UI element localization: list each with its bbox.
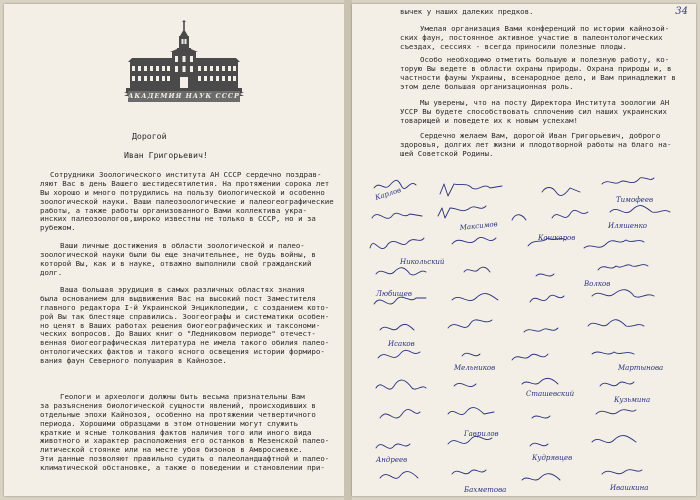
signature: [592, 436, 636, 443]
signatures-block: [352, 4, 696, 496]
svg-text:Кашкаров: Кашкаров: [538, 234, 576, 242]
signature: [512, 354, 548, 360]
signature: [452, 470, 486, 474]
book-gutter: [344, 0, 352, 500]
text-line: Геологи и археологи должны быть весьма признательны Вам: [60, 392, 305, 401]
signature: [380, 472, 418, 479]
page-number: 34: [675, 6, 688, 17]
svg-text:Андреев: Андреев: [376, 456, 408, 464]
signature: [530, 443, 548, 446]
signature: [596, 410, 636, 414]
signature: [464, 267, 490, 272]
signature: [380, 409, 420, 418]
signature: [610, 206, 670, 213]
signature: [522, 474, 560, 480]
text-line: вычек у наших далеких предков.: [400, 7, 534, 16]
salutation-greeting: Дорогой: [132, 131, 167, 141]
svg-text:Любищев: Любищев: [376, 290, 413, 298]
signature: [438, 206, 486, 218]
left-paragraph-4: [40, 393, 329, 473]
text-line: зоологической науки были бы еще значительнее, не будь войны, в: [40, 249, 316, 259]
signature: [592, 290, 654, 297]
text-line: УССР Вы будете способствовать сплочению сил наших украинских: [400, 106, 667, 116]
text-line: долг.: [40, 267, 63, 277]
text-line: Эти данные позволяют правильно судить о палеоландшафтной и палео-: [40, 454, 330, 464]
text-line: рой Вы так блестяще справились. Зоогеографы и систематики особен-: [40, 311, 330, 321]
text-line: торую Вы ведете в области охраны природы. Охрана природы и, в: [400, 63, 672, 73]
signature: [524, 328, 558, 332]
signature: [376, 444, 410, 448]
text-line: инских палеозоологов,широко известны не только в СССР, но и за: [40, 214, 316, 224]
svg-text:Волков: Волков: [584, 280, 611, 288]
text-line: работы, а также работы организованного Вами коллектива укра-: [40, 205, 307, 215]
signature: [452, 237, 496, 244]
svg-text:Тимофеев: Тимофеев: [616, 196, 654, 204]
svg-text:Исаков: Исаков: [388, 340, 415, 348]
text-line: здоровья, долгих лет жизни и плодотворной работы на благо на-: [400, 139, 672, 149]
signature: [602, 178, 654, 184]
signature: [600, 382, 634, 386]
svg-text:Мельников: Мельников: [454, 364, 496, 372]
signature: [378, 350, 420, 358]
svg-text:Карлов: Карлов: [374, 186, 403, 202]
right-page: [352, 4, 696, 496]
text-line: Ваши личные достижения в области зоологической и палео-: [60, 241, 305, 250]
svg-text:Максимов: Максимов: [459, 220, 499, 232]
svg-text:Ивашкина: Ивашкина: [610, 484, 649, 492]
signature: [376, 268, 426, 275]
text-line: венная биогеографическая литература не имела такого обилия палео-: [40, 338, 330, 348]
text-line: животного и характер расположения его останков в Мезенской палео-: [40, 436, 330, 446]
text-line: Умелая организация Вами конференций по истории кайнозой-: [420, 24, 670, 33]
signature: [588, 320, 644, 327]
text-line: Сердечно желаем Вам, дорогой Иван Григорьевич, доброго: [420, 131, 661, 140]
text-line: этом деле большая организационная роль.: [400, 81, 574, 91]
emblem-caption: АКАДЕМИЯ НАУК СССР: [128, 92, 240, 100]
svg-text:Кузьмина: Кузьмина: [614, 396, 651, 404]
text-line: товарищей и поведете их к новым успехам!: [400, 115, 578, 125]
signature: [592, 352, 634, 354]
signature: [454, 383, 476, 386]
text-line: климатической обстановке, а также о поведении и становлении при-: [40, 463, 325, 473]
signature: [462, 353, 480, 356]
text-line: рубежом.: [40, 223, 76, 233]
signature: [452, 294, 498, 301]
signature: [522, 378, 558, 384]
left-page: [4, 4, 344, 496]
signature: [448, 320, 492, 328]
left-paragraph-3: [40, 286, 329, 366]
academy-building-emblem: [124, 20, 244, 102]
signature: [512, 215, 526, 220]
text-line: ских фаун, постоянное активное участие в палеонтологических: [400, 32, 663, 42]
text-line: Особо необходимо отметить большую и полезную работу, ко-: [420, 55, 670, 64]
signature: [440, 184, 502, 196]
text-line: шей Советской Родины.: [400, 148, 494, 158]
signature: [530, 295, 564, 302]
signature: [542, 188, 580, 196]
signature: [532, 416, 550, 418]
signature: [536, 274, 554, 276]
text-line: Вы хорошо и много потрудились на пользу биологической и особенно: [40, 187, 325, 197]
svg-text:Кудрявцев: Кудрявцев: [532, 454, 573, 462]
text-line: онтологических фактов и такого ясного освещения истории формиро-: [40, 347, 325, 357]
signature: [552, 210, 588, 218]
signature: [372, 213, 422, 218]
text-line: главного редактора I-й Украинской Энциклопедии, с созданием кото-: [40, 302, 330, 312]
salutation-name: Иван Григорьевич!: [124, 150, 208, 160]
left-paragraph-2: [40, 242, 316, 278]
text-line: Мы уверены, что на посту Директора Института зоологии АН: [420, 98, 670, 107]
text-line: краткие и ясные толкования фактов наличия того или иного вида: [40, 427, 312, 437]
svg-text:Никольский: Никольский: [400, 258, 445, 266]
signature: [598, 265, 648, 270]
text-line: ческих вопросов. До Ваших книг о "Ледниковом периоде" отечест-: [40, 329, 316, 339]
text-line: частности фауны Украины, всенародное дело, и Вам принадлежит в: [400, 72, 676, 82]
text-line: вания фаун Северного полушария в Кайнозое.: [40, 356, 227, 366]
text-line: Сотрудники Зоологического института АН СССР сердечно поздрав-: [50, 170, 322, 179]
text-line: периода. Хорошими образцами в этом отношении могут служить: [40, 418, 299, 428]
text-line: отдельные эпохи Кайнозоя, особенно на протяжении четвертичного: [40, 409, 316, 419]
text-line: Ваша большая эрудиция в самых различных областях знания: [60, 285, 305, 294]
left-paragraph-1: [40, 171, 334, 233]
signature: [602, 470, 642, 474]
svg-text:Мартынова: Мартынова: [618, 364, 664, 372]
signature: [448, 408, 494, 415]
text-line: но ценят в Ваших работах решения биогеографических и таксономи-: [40, 320, 321, 330]
text-line: которой Вы, как и в науке, отважно выполнили свой гражданский: [40, 258, 312, 268]
text-line: зоологической науки. Ваши палеозоологические и палеогеографические: [40, 196, 334, 206]
signature: [380, 324, 414, 330]
text-line: за разъяснения биологической сущности явлений, происходивших в: [40, 400, 316, 410]
text-line: съездах, сессиях - всегда приносили полезные плоды.: [400, 41, 627, 51]
signature: [370, 238, 424, 249]
text-line: была основанием для выдвижения Вас на высокий пост Заместителя: [40, 293, 316, 303]
salutation: [124, 131, 208, 169]
svg-text:Бахметова: Бахметова: [464, 486, 507, 494]
text-line: литической стоянке или на месте убоя бизонов в Амвросиевке.: [40, 445, 303, 455]
text-line: ляют Вас в день Вашего шестидесятилетия. На протяжении сорока лет: [40, 178, 330, 188]
signature: [376, 380, 426, 389]
svg-text:Гаврилов: Гаврилов: [464, 430, 499, 438]
svg-text:Сташевский: Сташевский: [526, 390, 575, 398]
signature: [374, 297, 426, 304]
signature: [584, 240, 644, 248]
svg-text:Иляшенко: Иляшенко: [608, 222, 647, 230]
